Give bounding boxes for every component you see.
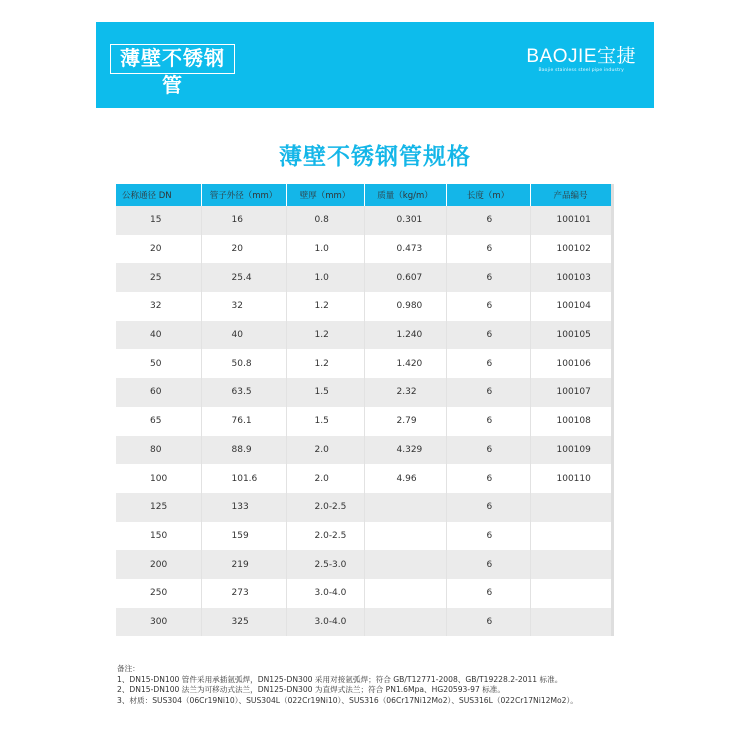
note-line-2: 2、DN15-DN100 法兰为可移动式法兰，DN125-DN300 为直焊式法兰；符合 PN1.6Mpa、HG20593-97 标准。 xyxy=(117,685,505,694)
table-cell: 6 xyxy=(446,407,530,436)
table-cell xyxy=(530,608,612,637)
table-cell: 2.0 xyxy=(286,436,364,465)
header-product-code: 产品编号 xyxy=(530,184,612,206)
table-cell: 6 xyxy=(446,608,530,637)
table-cell: 100106 xyxy=(530,349,612,378)
table-cell: 200 xyxy=(116,550,201,579)
table-row xyxy=(116,579,612,608)
table-cell: 40 xyxy=(116,321,201,350)
table-cell: 6 xyxy=(446,579,530,608)
table-cell: 0.8 xyxy=(286,206,364,235)
table-cell xyxy=(364,550,446,579)
table-header-row xyxy=(116,184,612,206)
table-row xyxy=(116,263,612,292)
table-cell: 1.5 xyxy=(286,407,364,436)
spec-table xyxy=(116,184,614,636)
notes xyxy=(117,664,677,706)
table-cell: 50.8 xyxy=(201,349,286,378)
table-cell: 6 xyxy=(446,493,530,522)
table-cell: 6 xyxy=(446,550,530,579)
table-cell: 100105 xyxy=(530,321,612,350)
table-cell: 20 xyxy=(116,235,201,264)
page-title: 薄壁不锈钢管规格 xyxy=(279,144,471,170)
table-row xyxy=(116,321,612,350)
table-cell: 6 xyxy=(446,464,530,493)
table-cell: 1.5 xyxy=(286,378,364,407)
table-cell: 0.473 xyxy=(364,235,446,264)
table-cell: 6 xyxy=(446,522,530,551)
notes-heading: 备注： xyxy=(117,664,140,673)
header-wall-thickness: 壁厚（mm） xyxy=(286,184,364,206)
table-cell: 6 xyxy=(446,263,530,292)
table-cell: 6 xyxy=(446,321,530,350)
table-row xyxy=(116,235,612,264)
table-cell: 6 xyxy=(446,292,530,321)
table-cell: 300 xyxy=(116,608,201,637)
table-cell: 2.79 xyxy=(364,407,446,436)
table-cell: 4.329 xyxy=(364,436,446,465)
table-cell: 65 xyxy=(116,407,201,436)
table-cell: 2.0 xyxy=(286,464,364,493)
table-row xyxy=(116,522,612,551)
table-cell: 3.0-4.0 xyxy=(286,608,364,637)
table-cell: 219 xyxy=(201,550,286,579)
table-cell: 1.240 xyxy=(364,321,446,350)
table-cell xyxy=(364,522,446,551)
table-cell: 6 xyxy=(446,206,530,235)
table-cell: 6 xyxy=(446,378,530,407)
table-cell: 2.0-2.5 xyxy=(286,522,364,551)
table-cell: 4.96 xyxy=(364,464,446,493)
table-row xyxy=(116,436,612,465)
table-cell: 1.0 xyxy=(286,235,364,264)
table-cell: 20 xyxy=(201,235,286,264)
table-cell: 60 xyxy=(116,378,201,407)
table-cell: 1.0 xyxy=(286,263,364,292)
table-cell: 2.0-2.5 xyxy=(286,493,364,522)
table-row xyxy=(116,206,612,235)
table-cell xyxy=(530,493,612,522)
table-cell xyxy=(530,579,612,608)
table-cell xyxy=(530,550,612,579)
header-length: 长度（m） xyxy=(446,184,530,206)
table-cell: 325 xyxy=(201,608,286,637)
table-cell: 63.5 xyxy=(201,378,286,407)
table-row xyxy=(116,464,612,493)
table-cell: 100107 xyxy=(530,378,612,407)
table-cell: 15 xyxy=(116,206,201,235)
header-dn: 公称通径 DN xyxy=(116,184,201,206)
header-outer-diameter: 管子外径（mm） xyxy=(201,184,286,206)
table-cell: 250 xyxy=(116,579,201,608)
table-cell: 25 xyxy=(116,263,201,292)
table-cell: 2.5-3.0 xyxy=(286,550,364,579)
table-cell: 1.2 xyxy=(286,321,364,350)
table-row xyxy=(116,292,612,321)
table-cell: 32 xyxy=(201,292,286,321)
table-cell: 6 xyxy=(446,349,530,378)
table-row xyxy=(116,349,612,378)
table-cell: 100110 xyxy=(530,464,612,493)
table-cell: 0.301 xyxy=(364,206,446,235)
table-cell xyxy=(364,493,446,522)
table-cell: 50 xyxy=(116,349,201,378)
table-cell xyxy=(530,522,612,551)
header-banner xyxy=(96,22,654,108)
table-cell xyxy=(364,608,446,637)
note-line-3: 3、材质：SUS304（06Cr19Ni10）、SUS304L（022Cr19Ni10）、SUS316（06Cr17Ni12Mo2）、SUS316L（022Cr17Ni12Mo2）。 xyxy=(117,695,578,705)
table-cell: 6 xyxy=(446,436,530,465)
table-cell xyxy=(364,579,446,608)
brand-subtitle: Baojie stainless steel pipe industry xyxy=(538,68,624,73)
table-row xyxy=(116,608,612,637)
table-cell: 100104 xyxy=(530,292,612,321)
table-cell: 0.607 xyxy=(364,263,446,292)
brand-logo xyxy=(526,46,636,74)
table-cell: 100109 xyxy=(530,436,612,465)
table-cell: 80 xyxy=(116,436,201,465)
table-cell: 1.2 xyxy=(286,349,364,378)
header-mass: 质量（kg/m） xyxy=(364,184,446,206)
table-cell: 150 xyxy=(116,522,201,551)
table-row xyxy=(116,550,612,579)
header-title: 薄壁不锈钢管 xyxy=(110,44,235,74)
brand-name: BAOJIE宝捷 xyxy=(526,46,636,67)
table-cell: 100102 xyxy=(530,235,612,264)
table-cell: 100101 xyxy=(530,206,612,235)
table-cell: 76.1 xyxy=(201,407,286,436)
table-cell: 0.980 xyxy=(364,292,446,321)
table-cell: 16 xyxy=(201,206,286,235)
table-row xyxy=(116,407,612,436)
table-cell: 3.0-4.0 xyxy=(286,579,364,608)
table-cell: 88.9 xyxy=(201,436,286,465)
table-cell: 273 xyxy=(201,579,286,608)
table-cell: 1.2 xyxy=(286,292,364,321)
table-cell: 6 xyxy=(446,235,530,264)
table-cell: 125 xyxy=(116,493,201,522)
table-cell: 159 xyxy=(201,522,286,551)
table-cell: 40 xyxy=(201,321,286,350)
table-cell: 2.32 xyxy=(364,378,446,407)
table-cell: 100103 xyxy=(530,263,612,292)
note-line-1: 1、DN15-DN100 管件采用承插氩弧焊，DN125-DN300 采用对接氩弧焊；符合 GB/T12771-2008、GB/T19228.2-2011 标准。 xyxy=(117,674,563,684)
table-cell: 32 xyxy=(116,292,201,321)
table-cell: 100 xyxy=(116,464,201,493)
table-cell: 100108 xyxy=(530,407,612,436)
table-cell: 133 xyxy=(201,493,286,522)
table-cell: 101.6 xyxy=(201,464,286,493)
table-cell: 25.4 xyxy=(201,263,286,292)
table-row xyxy=(116,378,612,407)
table-row xyxy=(116,493,612,522)
table-cell: 1.420 xyxy=(364,349,446,378)
